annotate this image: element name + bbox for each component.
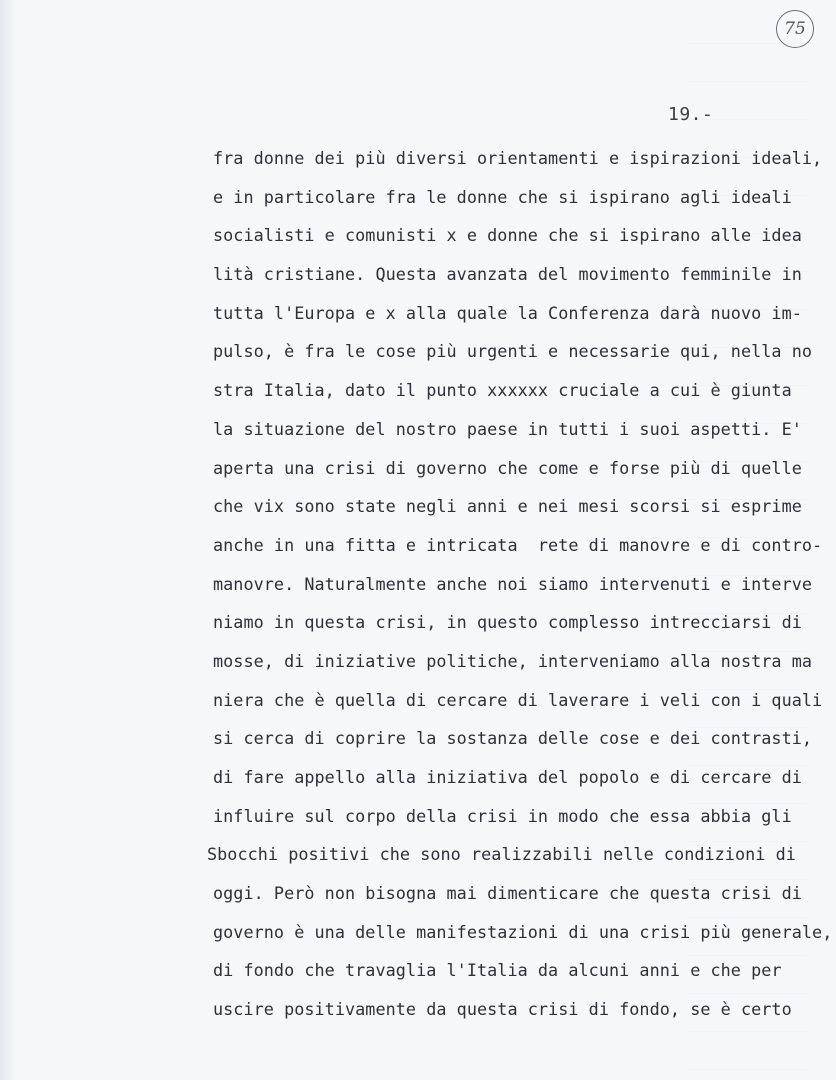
- text-line: si cerca di coprire la sostanza delle cose e dei contrasti,: [213, 728, 813, 749]
- text-line: e in particolare fra le donne che si ispirano agli ideali: [213, 186, 792, 207]
- text-line: di fondo che travaglia l'Italia da alcuni anni e che per: [213, 960, 782, 981]
- text-line: che vix sono state negli anni e nei mesi scorsi si esprime: [213, 496, 802, 517]
- text-line: manovre. Naturalmente anche noi siamo intervenuti e interve: [213, 573, 813, 594]
- archive-stamp-number: 75: [784, 19, 806, 39]
- text-line: oggi. Però non bisogna mai dimenticare che questa crisi di: [213, 883, 802, 904]
- text-line: fra donne dei più diversi orientamenti e ispirazioni ideali,: [213, 148, 823, 168]
- page-number: 19.-: [668, 104, 714, 125]
- text-line: stra Italia, dato il punto xxxxxx cruciale a cui è giunta: [213, 380, 792, 401]
- text-line: di fare appello alla iniziativa del popolo e di cercare di: [213, 767, 802, 787]
- text-line: pulso, è fra le cose più urgenti e necessarie qui, nella no: [213, 341, 813, 362]
- text-line: la situazione del nostro paese in tutti i suoi aspetti. E': [213, 418, 802, 439]
- text-line: aperta una crisi di governo che come e forse più di quelle: [213, 457, 802, 478]
- text-line: tutta l'Europa e x alla quale la Conferenza darà nuovo im-: [213, 302, 802, 323]
- text-line: uscire positivamente da questa crisi di fondo, se è certo: [213, 999, 792, 1020]
- text-line: governo è una delle manifestazioni di una crisi più generale,: [213, 921, 833, 942]
- text-line: mosse, di iniziative politiche, interveniamo alla nostra ma: [213, 650, 813, 671]
- text-line: niera che è quella di cercare di laverare i veli con i quali: [213, 689, 823, 710]
- text-line: socialisti e comunisti x e donne che si ispirano alle idea: [213, 225, 802, 246]
- archive-stamp: [776, 10, 814, 48]
- text-line: anche in una fitta e intricata rete di manovre e di contro-: [213, 534, 823, 555]
- text-line: influire sul corpo della crisi in modo che essa abbia gli: [213, 805, 792, 826]
- text-line: niamo in questa crisi, in questo complesso intrecciarsi di: [213, 612, 802, 633]
- text-line: lità cristiane. Questa avanzata del movimento femminile in: [213, 264, 802, 285]
- body-text: [207, 143, 833, 1033]
- page-edge-shadow: [0, 0, 16, 1080]
- text-line: Sbocchi positivi che sono realizzabili nelle condizioni di: [207, 844, 796, 865]
